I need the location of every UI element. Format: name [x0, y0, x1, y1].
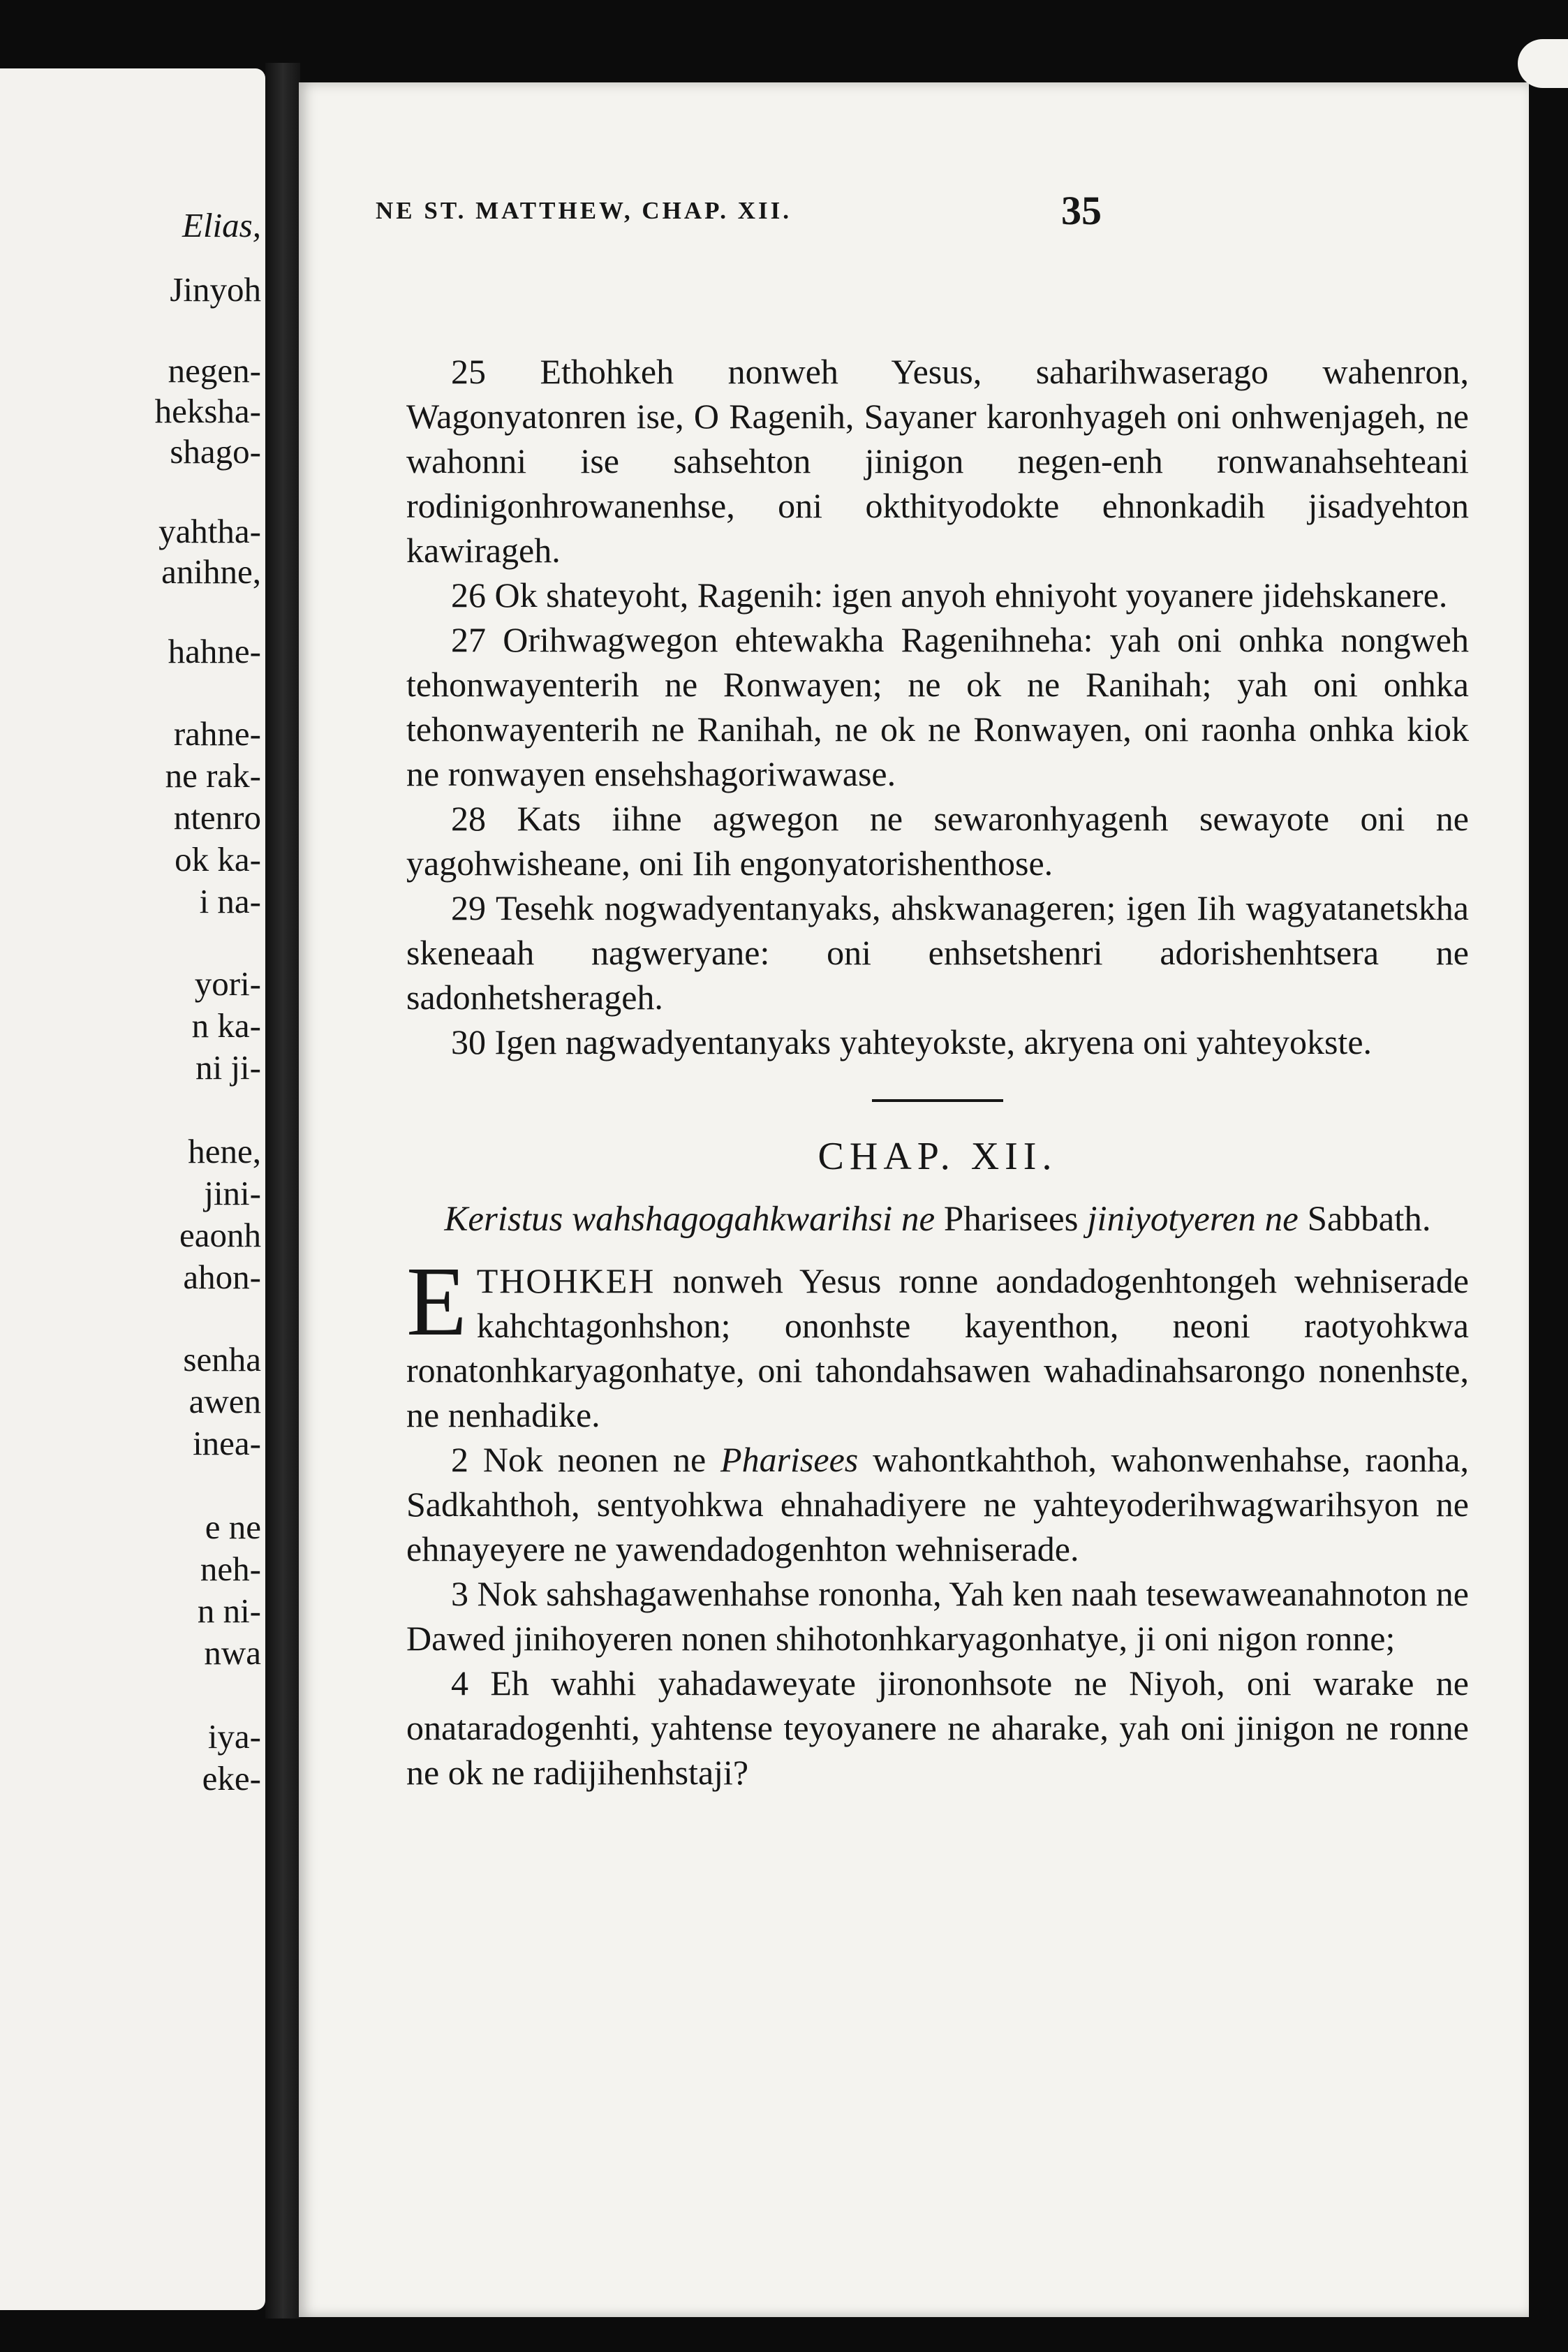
left-line: eaonh [179, 1216, 261, 1254]
verse-28: 28 Kats iihne agwegon ne sewaronhyagenh sewayote oni ne yagohwisheane, oni Iih engonyatorishenthose. [406, 799, 1469, 883]
left-line: iya- [207, 1717, 261, 1756]
verse-2-italic: Pharisees [720, 1440, 859, 1479]
left-line: inea- [193, 1424, 261, 1462]
verse-3: 3 Nok sahshagawenhahse rononha, Yah ken naah tesewaweanahnoton ne Dawed jinihoyeren nonen shihotonhkaryagonhatye, ji oni nigon ronne; [406, 1574, 1469, 1658]
page-number: 35 [1061, 188, 1102, 233]
left-line: Jinyoh [170, 270, 261, 309]
left-line: ni ji- [195, 1048, 261, 1087]
section-divider [872, 1099, 1003, 1102]
chapter-title: CHAP. XII. [818, 1135, 1058, 1178]
left-line: yori- [194, 964, 261, 1003]
verse-2-text-b: wahontkahthoh, wahonwenhahse, raonha, Sadkahthoh, sentyohkwa ehnahadiyere ne yahteyoderihwagwarihsyon ne ehnayeyere ne yawendadogenhton wehniserade. [406, 1440, 1469, 1568]
verse-30: 30 Igen nagwadyentanyaks yahteyokste, akryena oni yahteyokste. [451, 1022, 1373, 1061]
left-line: hene, [188, 1132, 261, 1170]
verse-2 [406, 1437, 1469, 1571]
left-line: ahon- [183, 1258, 261, 1296]
verse-1-text: nonweh Yesus ronne aondadogenhtongeh wehniserade kahchtagonhshon; ononhste kayenthon, neoni raotyohkwa ronatonhkaryagonhatye, oni tahondahsawen wahadinahsarongo nonenhste, ne nenhadike. [406, 1261, 1469, 1434]
left-line: ntenro [173, 798, 261, 837]
chapter-summary [406, 1197, 1469, 1242]
page-header [376, 188, 1102, 239]
summary-roman-1: Pharisees [943, 1200, 1079, 1239]
left-line: jini- [204, 1174, 261, 1212]
left-line: neh- [200, 1550, 261, 1588]
left-line: ne rak- [165, 756, 261, 795]
verse-1 [406, 1246, 1469, 1437]
left-line: ok ka- [175, 840, 261, 879]
verse-29: 29 Tesehk nogwadyentanyaks, ahskwanageren; igen Iih wagyatanetskha skeneaah nagweryane: oni enhsetshenri adorishenhtsera ne sadonhetsherageh. [406, 888, 1469, 1017]
summary-italic-2: jiniyotyeren ne [1087, 1200, 1299, 1239]
book-gutter [265, 63, 300, 2318]
left-line: rahne- [173, 714, 261, 753]
left-line: hahne- [168, 632, 261, 670]
left-line: eke- [202, 1759, 261, 1798]
left-line: e ne [205, 1508, 261, 1546]
left-line: anihne, [161, 552, 261, 591]
left-line: awen [188, 1382, 261, 1420]
left-line: heksha- [154, 392, 261, 430]
verse-4: 4 Eh wahhi yahadaweyate jirononhsote ne Niyoh, oni warake ne onataradogenhti, yahtense teyoyanere ne aharake, yah oni jinigon ne ronne ne ok ne radijihenhstaji? [406, 1663, 1469, 1792]
left-page-fragment [0, 68, 265, 2310]
verse-25: 25 Ethohkeh nonweh Yesus, saharihwaserago wahenron, Wagonyatonren ise, O Ragenih, Sayaner karonhyageh oni onhwenjageh, ne wahonni ise sahsehton jinigon negen-enh ronwanahsehteani rodinigonhrowanenhse, oni okthityodokte ehnonkadih jisadyehton kawirageh. [406, 352, 1469, 570]
drop-cap: E [406, 1246, 467, 1356]
summary-roman-2: Sabbath. [1307, 1200, 1431, 1239]
left-line: negen- [168, 351, 261, 390]
verse-1-caps: THOHKEH [476, 1261, 656, 1300]
left-line: n ka- [191, 1006, 261, 1045]
verse-2-text-a: 2 Nok neonen ne [451, 1440, 721, 1479]
page-body [406, 349, 1469, 1795]
left-line: senha [183, 1340, 261, 1379]
left-line: n ni- [197, 1592, 261, 1630]
left-line: i na- [199, 882, 261, 920]
left-line: nwa [204, 1633, 261, 1672]
verse-26: 26 Ok shateyoht, Ragenih: igen anyoh ehniyoht yoyanere jidehskanere. [451, 575, 1448, 615]
summary-italic-1: Keristus wahshagogahkwarihsi ne [444, 1200, 935, 1239]
running-head: NE ST. MATTHEW, CHAP. XII. [376, 197, 792, 224]
left-line: yahtha- [158, 512, 261, 550]
page-corner-fragment [1518, 39, 1568, 88]
left-line: shago- [170, 432, 261, 471]
left-line: Elias, [182, 206, 261, 244]
verse-27: 27 Orihwagwegon ehtewakha Ragenihneha: yah oni onhka nongweh tehonwayenterih ne Ronwayen; ne ok ne Ranihah; yah oni onhka tehonwayenterih ne Ranihah, ne ok ne Ronwayen, oni raonha onhka kiok ne ronwayen ensehshagoriwawase. [406, 620, 1469, 793]
